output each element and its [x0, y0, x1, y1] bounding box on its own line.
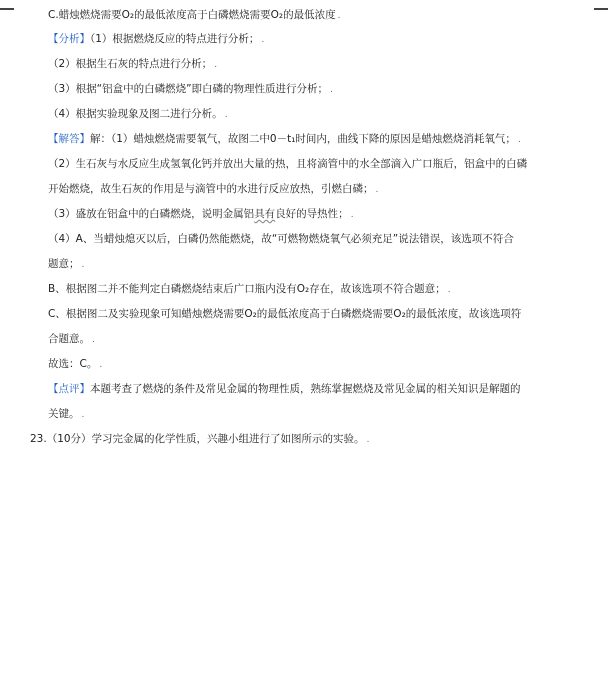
paragraph-mark: .	[224, 110, 228, 120]
answer-line-b: B、根据图二并不能判定白磷燃烧结束后广口瓶内没有O₂存在，故该选项不符合题意； .	[48, 283, 451, 295]
paragraph-mark: .	[447, 285, 451, 295]
comment-tag: 【点评】	[48, 383, 90, 395]
paragraph-mark: .	[81, 410, 85, 420]
paragraph-mark: .	[92, 335, 95, 345]
answer-line-3: （3）盛放在铝盒中的白磷燃烧，说明金属铝具有良好的导热性； .	[48, 208, 354, 220]
answer-line-2a: （2）生石灰与水反应生成氢氧化钙并放出大量的热，且将滴管中的水全部滴入广口瓶后，铝盒中的白磷	[48, 158, 528, 170]
paragraph-mark: .	[214, 60, 218, 70]
analysis-tag: 【分析】	[48, 33, 90, 45]
answer-line-ca: C、根据图二及实验现象可知蜡烛燃烧需要O₂的最低浓度高于白磷燃烧需要O₂的最低浓度，故该选项符	[48, 308, 522, 320]
choice-line: 故选：C。 .	[48, 358, 103, 370]
analysis-line-1: 【分析】（1）根据燃烧反应的特点进行分析； .	[48, 33, 265, 45]
answer-line-4a: （4）A、当蜡烛熄灭以后，白磷仍然能燃烧，故“可燃物燃烧氧气必须充足”说法错误，该选项不符合	[48, 233, 514, 245]
comment-line-a: 【点评】本题考查了燃烧的条件及常见金属的物理性质，熟练掌握燃烧及常见金属的相关知识是解题的	[48, 383, 521, 395]
wavy-underlined-text: 具有	[254, 208, 276, 220]
paragraph-mark: .	[350, 210, 354, 220]
paragraph-mark: .	[99, 360, 103, 370]
corner-mark-right	[594, 8, 608, 10]
paragraph-mark: .	[261, 35, 265, 45]
corner-mark-left	[0, 8, 14, 10]
comment-line-b: 关键。 .	[48, 408, 85, 420]
paragraph-mark: .	[330, 85, 333, 95]
option-c-previous: C.蜡烛燃烧需要O₂的最低浓度高于白磷燃烧需要O₂的最低浓度 .	[48, 9, 341, 21]
question-23: 23.（10分）学习完金属的化学性质，兴趣小组进行了如图所示的实验。 .	[30, 433, 370, 445]
answer-line-1: 【解答】解：（1）蜡烛燃烧需要氧气，故图二中0－t₁时间内，曲线下降的原因是蜡烛燃烧消耗氧气； .	[48, 133, 521, 145]
analysis-line-2: （2）根据生石灰的特点进行分析； .	[48, 58, 218, 70]
paragraph-mark: .	[375, 185, 379, 195]
answer-line-2b: 开始燃烧，故生石灰的作用是与滴管中的水进行反应放热，引燃白磷； .	[48, 183, 379, 195]
analysis-line-4: （4）根据实验现象及图二进行分析。 .	[48, 108, 228, 120]
paragraph-mark: .	[366, 435, 370, 445]
answer-tag: 【解答】	[48, 133, 90, 145]
answer-line-4b: 题意； .	[48, 258, 85, 270]
answer-line-cb: 合题意。 .	[48, 333, 95, 345]
analysis-line-3: （3）根据“铝盒中的白磷燃烧”即白磷的物理性质进行分析； .	[48, 83, 333, 95]
paragraph-mark: .	[337, 11, 341, 21]
paragraph-mark: .	[517, 135, 521, 145]
paragraph-mark: .	[81, 260, 85, 270]
